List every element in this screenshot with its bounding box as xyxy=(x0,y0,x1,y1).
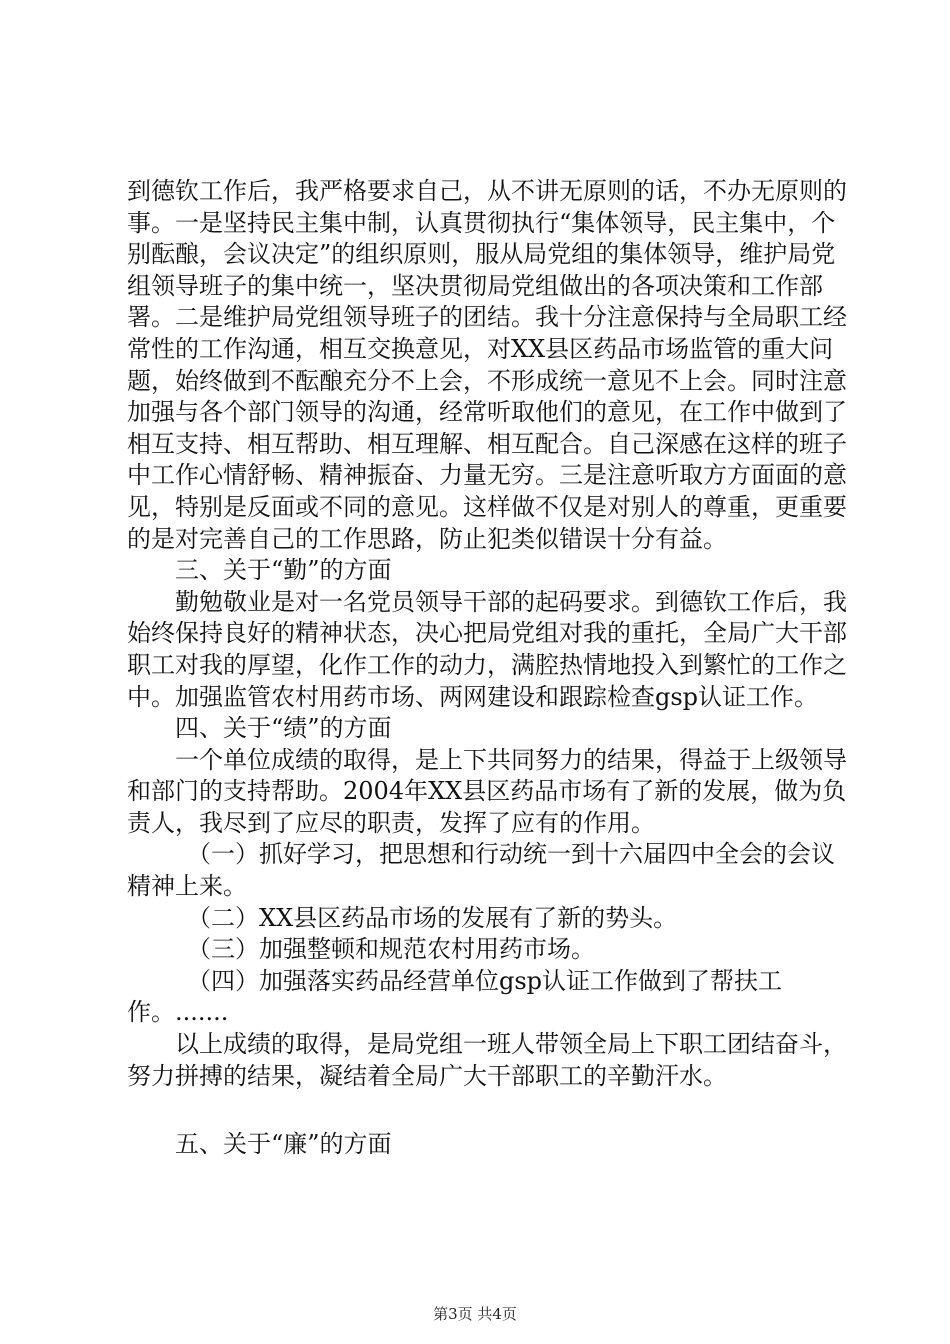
document-body xyxy=(127,176,847,1161)
list-item: （二）XX县区药品市场的发展有了新的势头。 xyxy=(187,903,678,932)
paragraph-discipline: 到德钦工作后，我严格要求自己，从不讲无原则的话，不办无原则的事。一是坚持民主集中制，认真贯彻执行“集体领导，民主集中，个别酝酿，会议决定”的组织原则，服从局党组的集体领导，维护局党组领导班子的集中统一，坚决贯彻局党组做出的各项决策和工作部署。二是维护局党组领导班子的团结。我十分注意保持与全局职工经常性的工作沟通，相互交换意见，对XX县区药品市场监管的重大问题，始终做到不酝酿充分不上会，不形成统一意见不上会。同时注意加强与各个部门领导的沟通，经常听取他们的意见，在工作中做到了相互支持、相互帮助、相互理解、相互配合。自己深感在这样的班子中工作心情舒畅、精神振奋、力量无穷。三是注意听取方方面面的意见，特别是反面或不同的意见。这样做不仅是对别人的尊重，更重要的是对完善自己的工作思路，防止犯类似错误十分有益。 xyxy=(127,177,847,553)
section-heading-integrity: 五、关于“廉”的方面 xyxy=(175,1130,392,1159)
paragraph-summary: 以上成绩的取得，是局党组一班人带领全局上下职工团结奋斗，努力拼搏的结果，凝结着全局广大干部职工的辛勤汗水。 xyxy=(127,1030,847,1090)
list-item: （一）抓好学习，把思想和行动统一到十六届四中全会的会议精神上来。 xyxy=(127,840,835,901)
section-heading-diligence: 三、关于“勤”的方面 xyxy=(175,556,392,585)
list-item: （三）加强整顿和规范农村用药市场。 xyxy=(187,935,595,964)
paragraph-diligence: 勤勉敬业是对一名党员领导干部的起码要求。到德钦工作后，我始终保持良好的精神状态，决心把局党组对我的重托，全局广大干部职工对我的厚望，化作工作的动力，满腔热情地投入到繁忙的工作之中。加强监管农村用药市场、两网建设和跟踪检查gsp认证工作。 xyxy=(127,587,847,711)
paragraph-achievement: 一个单位成绩的取得，是上下共同努力的结果，得益于上级领导和部门的支持帮助。2004年XX县区药品市场有了新的发展，做为负责人，我尽到了应尽的职责，发挥了应有的作用。 xyxy=(127,745,847,837)
list-item: （四）加强落实药品经营单位gsp认证工作做到了帮扶工作。....... xyxy=(127,966,783,1027)
section-heading-achievement: 四、关于“绩”的方面 xyxy=(175,714,392,743)
page-number: 第3页 共4页 xyxy=(433,1305,517,1323)
